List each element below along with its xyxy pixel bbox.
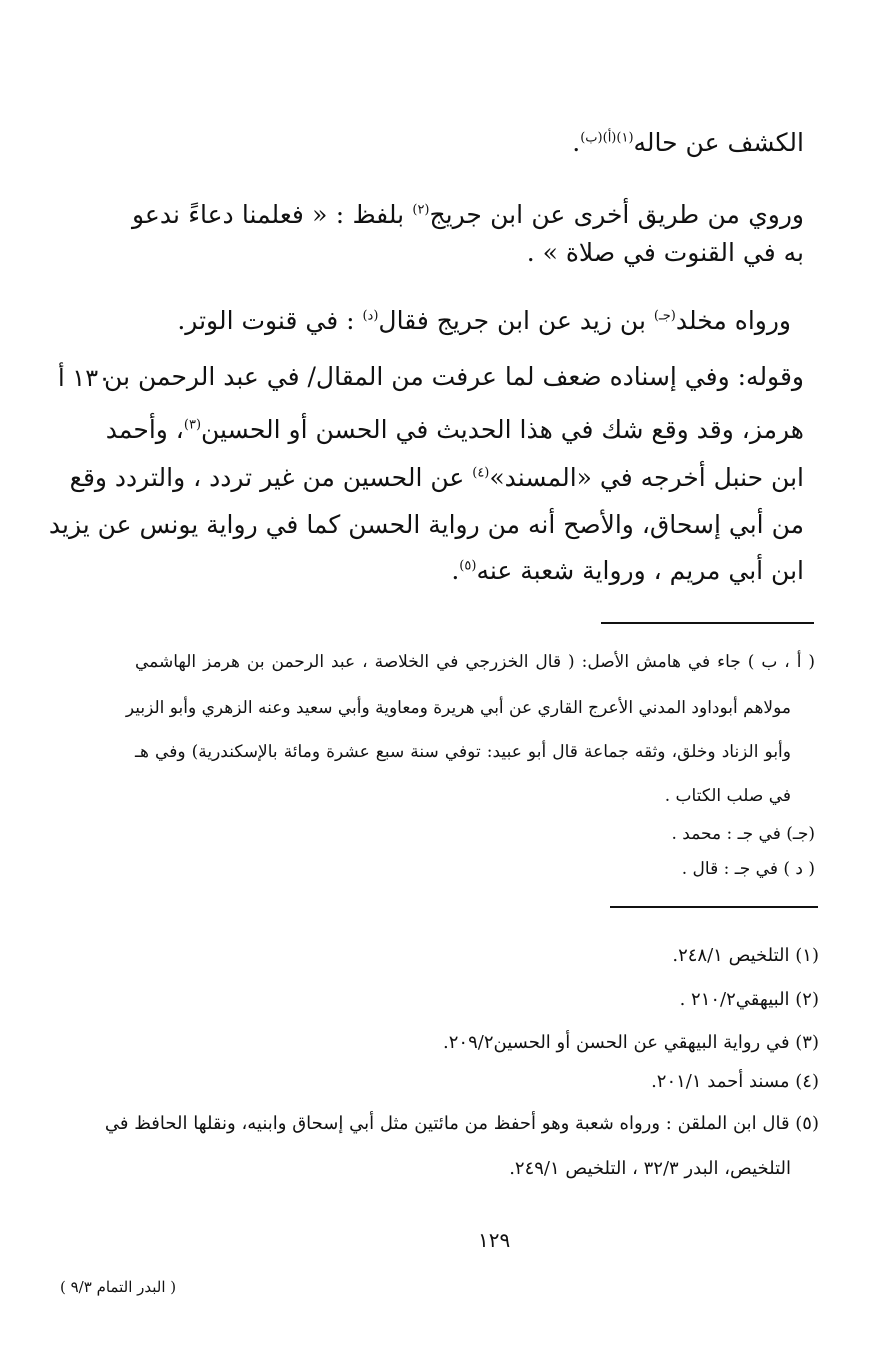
variant-note-dal: ( د ) في جـ : قال . bbox=[681, 859, 815, 879]
body-line-4: ورواه مخلد$^{(جـ)}$ بن زيد عن ابن جريج فقال$^{(د)}$ : في قنوت الوتر. bbox=[177, 306, 791, 335]
reference-2: (٢) البيهقي٢١٠/٢ . bbox=[679, 989, 819, 1010]
body-line-5: وقوله: وفي إسناده ضعف لما عرفت من المقال/ في عبد الرحمن بن bbox=[104, 362, 804, 391]
reference-3: (٣) في رواية البيهقي عن الحسن أو الحسين٢٠٩/٢. bbox=[443, 1032, 819, 1053]
body-line-9: ابن أبي مريم ، ورواية شعبة عنه$^{(٥)}$. bbox=[451, 556, 804, 585]
variant-note-line-2: مولاهم أبوداود المدني الأعرج القاري عن أبي هريرة ومعاوية وأبي سعيد وعنه الزهري وأبو الزبير bbox=[125, 698, 791, 718]
body-line-7: ابن حنبل أخرجه في «المسند»$^{(٤)}$ عن الحسين من غير تردد ، والتردد وقع bbox=[69, 463, 804, 492]
variant-note-line-3: وأبو الزناد وخلق، وثقه جماعة قال أبو عبيد: توفي سنة سبع عشرة ومائة بالإسكندرية) وفي هـ bbox=[135, 742, 791, 762]
variant-note-line-1: ( أ ، ب ) جاء في هامش الأصل: ( قال الخزرجي في الخلاصة ، عبد الرحمن بن هرمز الهاشمي bbox=[135, 652, 815, 672]
page-number: ١٢٩ bbox=[478, 1228, 511, 1252]
body-line-8: من أبي إسحاق، والأصح أنه من رواية الحسن كما في رواية يونس عن يزيد bbox=[48, 510, 804, 539]
variant-note-line-4: في صلب الكتاب . bbox=[664, 786, 791, 806]
body-line-6: هرمز، وقد وقع شك في هذا الحديث في الحسن أو الحسين$^{(٣)}$، وأحمد bbox=[105, 415, 804, 444]
book-signature: ( البدر التمام ٩/٣ ) bbox=[60, 1278, 177, 1296]
reference-5-line-1: (٥) قال ابن الملقن : ورواه شعبة وهو أحفظ من مائتين مثل أبي إسحاق وابنيه، ونقلها الحافظ في bbox=[104, 1113, 819, 1134]
body-line-3: به في القنوت في صلاة » . bbox=[526, 238, 804, 267]
separator-rule-1 bbox=[601, 622, 814, 624]
reference-4: (٤) مسند أحمد ٢٠١/١. bbox=[651, 1071, 819, 1092]
body-line-1: الكشف عن حاله$^{(١)(أ)(ب)}$. bbox=[572, 128, 804, 157]
variant-note-jim: (جـ) في جـ : محمد . bbox=[671, 824, 815, 844]
reference-5-line-2: التلخيص، البدر ٣٢/٣ ، التلخيص ٢٤٩/١. bbox=[509, 1158, 791, 1179]
separator-rule-2 bbox=[610, 906, 818, 908]
body-line-2: وروي من طريق أخرى عن ابن جريج$^{(٢)}$ بلفظ : « فعلمنا دعاءً ندعو bbox=[132, 200, 804, 229]
margin-folio-note: ١٣٠ أ bbox=[58, 364, 111, 392]
reference-1: (١) التلخيص ٢٤٨/١. bbox=[672, 945, 819, 966]
